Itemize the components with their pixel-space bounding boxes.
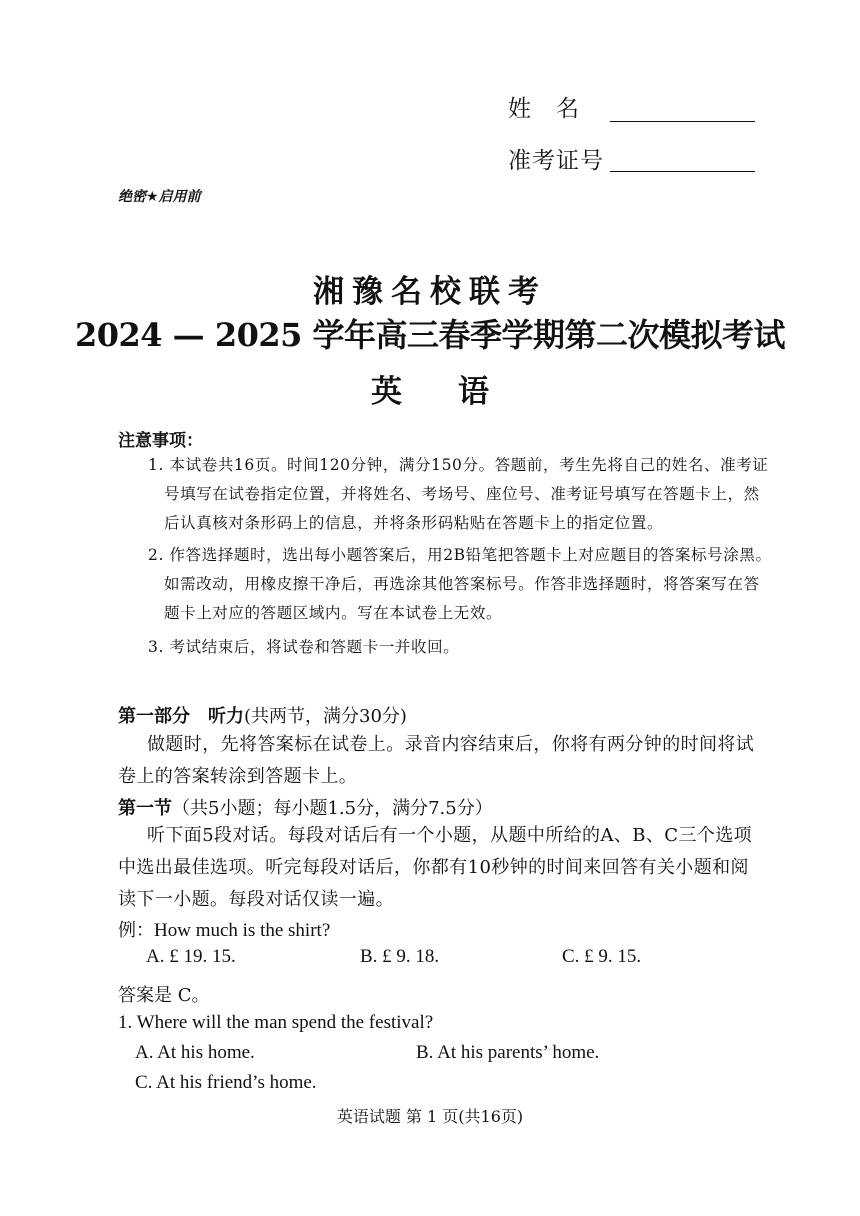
question-1: 1. Where will the man spend the festival? [118,1012,434,1033]
part1-heading [118,702,407,728]
subject-char-a: 英 [371,374,402,410]
note-item-2: 2. 作答选择题时，选出每小题答案后，用2B铅笔把答题卡上对应题目的答案标号涂黑。如需改动，用橡皮擦干净后，再选涂其他答案标号。作答非选择题时，将答案写在答题卡上对应的答题区域内。写在本试卷上无效。 [148,546,772,622]
name-field-line[interactable] [610,121,755,122]
example-option-b: B. £ 9. 18. [360,946,440,967]
example-option-c: C. £ 9. 15. [562,946,642,967]
subject-title [0,366,860,411]
part1-title: 第一部分 听力 [118,706,244,727]
note-item-3: 3. 考试结束后，将试卷和答题卡一并收回。 [148,638,460,656]
example-answer: 答案是 C。 [118,985,210,1006]
example-question: How much is the shirt? [154,920,331,941]
exam-title-line1: 湘豫名校联考 [313,274,547,310]
example-question-row [118,916,330,942]
example-option-a: A. £ 19. 15. [146,946,236,967]
section1-title: 第一节 [118,798,172,819]
section1-heading [118,794,493,820]
question-1-option-a: A. At his home. [135,1042,255,1063]
section1-note: （共5小题；每小题1.5分，满分7.5分） [172,798,493,819]
part1-instructions: 做题时，先将答案标在试卷上。录音内容结束后，你将有两分钟的时间将试卷上的答案转涂到答题卡上。 [118,734,755,787]
question-1-option-c: C. At his friend’s home. [135,1072,317,1093]
section1-instructions: 听下面5段对话。每段对话后有一个小题，从题中所给的A、B、C三个选项中选出最佳选项。听完每段对话后，你都有10秒钟的时间来回答有关小题和阅读下一小题。每段对话仅读一遍。 [118,825,753,910]
note-item-1: 1. 本试卷共16页。时间120分钟，满分150分。答题前，考生先将自己的姓名、准考证号填写在试卷指定位置，并将姓名、考场号、座位号、准考证号填写在答题卡上，然后认真核对条形码上的信息，并将条形码粘贴在答题卡上的指定位置。 [148,456,769,532]
question-1-option-b: B. At his parents’ home. [416,1042,600,1063]
part1-title-note: (共两节，满分30分) [244,706,407,727]
example-label: 例： [118,920,154,941]
name-label: 姓 名 [508,96,580,122]
notes-heading: 注意事项： [118,431,203,451]
exam-id-field-line[interactable] [610,171,755,172]
subject-char-b: 语 [458,374,489,410]
secret-mark: 绝密★启用前 [118,189,201,205]
page-footer: 英语试题 第 1 页(共16页) [336,1107,524,1126]
exam-id-label: 准考证号 [508,148,604,174]
exam-title-line2: 2024 — 2025 学年高三春季学期第二次模拟考试 [74,316,786,354]
